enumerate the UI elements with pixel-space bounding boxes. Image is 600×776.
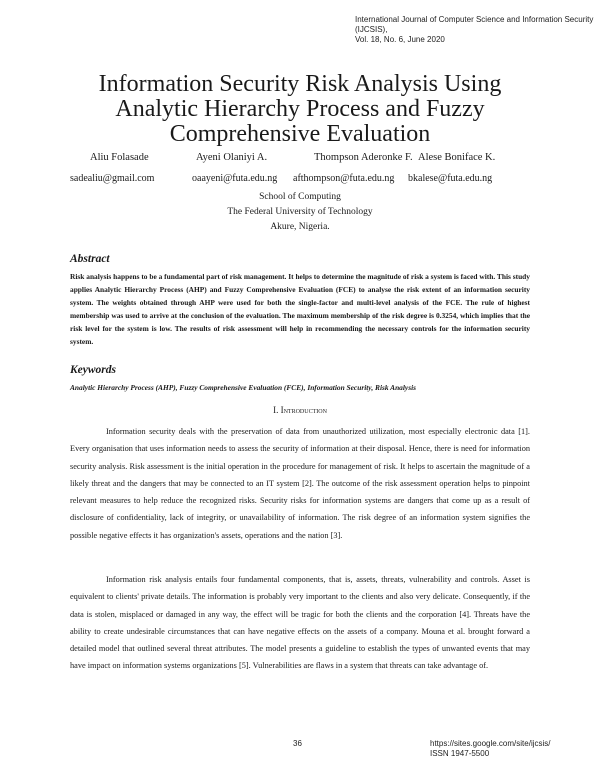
abstract-heading: Abstract — [70, 253, 110, 265]
author-name: Thompson Aderonke F. — [314, 152, 413, 163]
journal-issn: ISSN 1947-5500 — [430, 749, 490, 758]
footer-links — [430, 739, 590, 759]
keywords-text: Analytic Hierarchy Process (AHP), Fuzzy Comprehensive Evaluation (FCE), Information Security, Risk Analysis — [70, 383, 417, 392]
intro-paragraph-2: Information risk analysis entails four fundamental components, that is, assets, threats, vulnerability and controls. Asset is equivalent to clients' private details. The information is probably very important to the clients and also very delicate. Consequently, if the data is stolen, misplaced or damaged in any way, the effect will be tragic for both the clients and the corporation [4]. Threats have the ability to create undesirable circumstances that can have negative effects on the assets of a company. Mouna et al. brought forward a detailed model that outlined several threat attributes. The model presents a guideline to establish the types of unwanted events that may have impact on information systems organizations [5]. Vulnerabilities are flaws in a system that threats can take advantage of. — [70, 575, 530, 671]
section-title: Introduction — [280, 405, 327, 415]
affiliation-university: The Federal University of Technology — [227, 207, 373, 217]
keywords-heading: Keywords — [70, 364, 116, 376]
abstract-text: Risk analysis happens to be a fundamental part of risk management. It helps to determine the magnitude of risk a system is faced with. This study applies Analytic Hierarchy Process (AHP) and Fuzzy Comprehensive Evaluation (FCE) to analyse the risk extent of an information security system. The weights obtained through AHP were used for both the single-factor and multi-level analysis of the FCE. The rule of highest membership was used to arrive at the conclusion of the evaluation. The maximum membership of the risk degree is 0.3254, which implies that the risk level for the system is low. The results of risk assessment will help in recommending the necessary controls for the information security system. — [70, 272, 530, 346]
paper-title: Information Security Risk Analysis Using Analytic Hierarchy Process and Fuzzy Comprehensive Evaluation — [98, 71, 502, 147]
section-numeral: I. — [273, 405, 279, 415]
intro-paragraph-1: Information security deals with the preservation of data from unauthorized utilization, most especially electronic data [1]. Every organisation that uses information needs to assess the security of information at their disposal. Hence, there is need for information security analysis. Risk assessment is the initial operation in the procedure for management of risk. It helps to ascertain the magnitude of a likely threat and the dangers that may be connected to an IT system [2]. The outcome of the risk assessment operation helps to pinpoint relevant measures to help reduce the recognized risks. Security risks for information systems are dangers that come up as a result of disclosure of confidentiality, lack of integrity, or unavailability of information. The risk degree of an information system signifies the possible negative effects it has organization's assets, operations and the nation [3]. — [70, 427, 530, 540]
section-heading — [0, 405, 600, 415]
author-email: afthompson@futa.edu.ng — [293, 173, 395, 184]
affiliation-city: Akure, Nigeria. — [270, 222, 330, 232]
journal-url[interactable]: https://sites.google.com/site/ijcsis/ — [430, 739, 551, 748]
journal-name: International Journal of Computer Science and Information Security (IJCSIS), — [355, 15, 594, 34]
journal-header — [355, 15, 595, 45]
author-email: bkalese@futa.edu.ng — [408, 173, 493, 184]
affiliation-school: School of Computing — [259, 192, 341, 202]
author-name: Alese Boniface K. — [418, 152, 496, 163]
page-number: 36 — [293, 739, 302, 748]
author-email: oaayeni@futa.edu.ng — [192, 173, 278, 184]
author-name: Ayeni Olaniyi A. — [196, 152, 268, 163]
author-name: Aliu Folasade — [90, 152, 149, 163]
author-email: sadealiu@gmail.com — [70, 173, 155, 184]
journal-volume: Vol. 18, No. 6, June 2020 — [355, 35, 445, 44]
